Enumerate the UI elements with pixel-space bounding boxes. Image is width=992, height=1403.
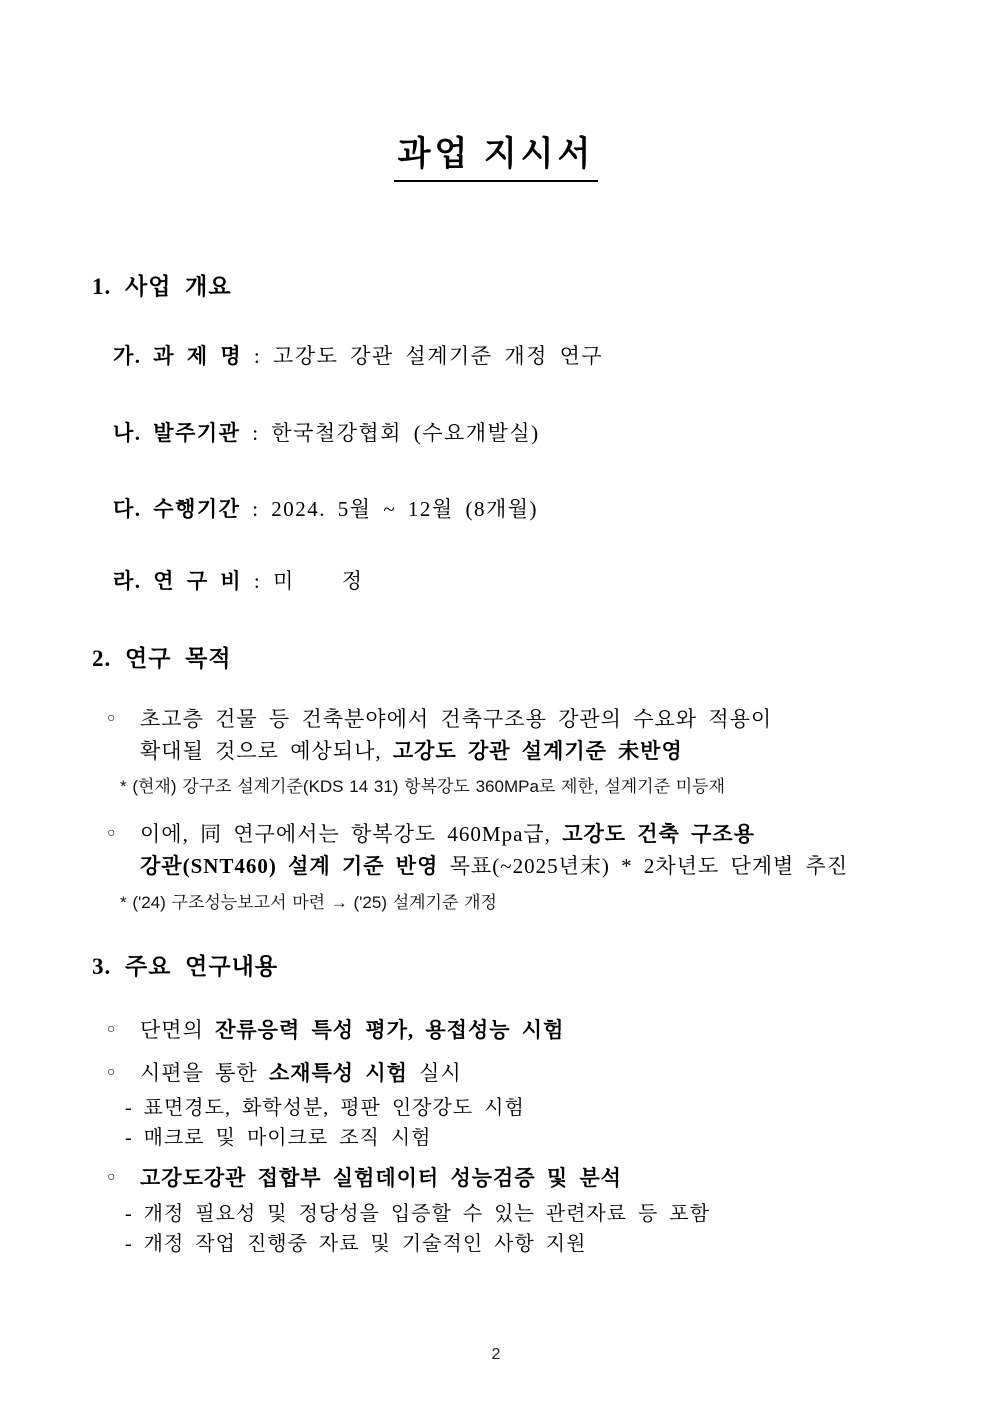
item-budget xyxy=(113,565,364,595)
bullet-line xyxy=(140,1057,462,1089)
item-separator: : xyxy=(240,497,272,521)
item-label: 라. 연 구 비 xyxy=(113,569,243,593)
run-regular: 이에, 同 연구에서는 항복강도 460Mpa급, xyxy=(140,822,563,846)
purpose-bullet-1 xyxy=(107,703,772,767)
contents-bullet-3 xyxy=(107,1162,622,1194)
footnote-yearly-plan: * ('24) 구조성능보고서 마련 → ('25) 설계기준 개정 xyxy=(120,893,497,912)
bullet-line xyxy=(140,735,772,767)
contents-bullet-1 xyxy=(107,1014,564,1046)
bullet-line xyxy=(140,818,848,850)
page-number: 2 xyxy=(491,1346,501,1363)
item-separator: : xyxy=(240,421,272,445)
circle-bullet-icon: ○ xyxy=(107,711,116,726)
purpose-bullet-2 xyxy=(107,818,848,882)
item-label: 나. 발주기관 xyxy=(113,421,241,445)
item-value: 미 정 xyxy=(273,569,364,593)
sub-item: - 매크로 및 마이크로 조직 시험 xyxy=(125,1127,432,1149)
item-value: 고강도 강관 설계기준 개정 연구 xyxy=(273,344,604,368)
item-separator: : xyxy=(242,569,273,593)
run-bold: 강관(SNT460) 설계 기준 반영 xyxy=(140,854,439,878)
item-label: 가. 과 제 명 xyxy=(113,344,243,368)
contents-bullet-2 xyxy=(107,1057,462,1089)
run-bold: 고강도 강관 설계기준 未반영 xyxy=(392,739,683,763)
run-bold: 고강도 건축 구조용 xyxy=(562,822,755,846)
sub-item: - 개정 필요성 및 정당성을 입증할 수 있는 관련자료 등 포함 xyxy=(125,1203,711,1225)
title-wrap xyxy=(0,126,992,182)
section-heading-contents: 3. 주요 연구내용 xyxy=(92,954,279,979)
footnote-current-standard: * (현재) 강구조 설계기준(KDS 14 31) 항복강도 360MPa로 제한, 설계기준 미등재 xyxy=(120,777,726,796)
circle-bullet-icon: ○ xyxy=(107,826,116,841)
sub-item: - 개정 작업 진행중 자료 및 기술적인 사항 지원 xyxy=(125,1233,587,1255)
circle-bullet-icon: ○ xyxy=(107,1022,116,1037)
item-label: 다. 수행기간 xyxy=(113,497,241,521)
item-ordering-agency xyxy=(113,417,540,447)
bullet-line xyxy=(140,850,848,882)
bullet-text xyxy=(140,1162,622,1194)
run-regular: 단면의 xyxy=(140,1018,216,1042)
item-separator: : xyxy=(242,344,273,368)
run-regular: 확대될 것으로 예상되나, xyxy=(140,739,393,763)
bullet-line xyxy=(140,1014,564,1046)
run-bold: 소재특성 시험 xyxy=(268,1061,408,1085)
bullet-text xyxy=(140,1057,462,1089)
circle-bullet-icon: ○ xyxy=(107,1065,116,1080)
bullet-text xyxy=(140,818,848,882)
bullet-line: 초고층 건물 등 건축분야에서 건축구조용 강관의 수요와 적용이 xyxy=(140,707,773,731)
section-heading-purpose: 2. 연구 목적 xyxy=(92,646,232,671)
item-project-name xyxy=(113,340,603,370)
sub-item: - 표면경도, 화학성분, 평판 인장강도 시험 xyxy=(125,1097,525,1119)
item-duration xyxy=(113,493,538,523)
bullet-text xyxy=(140,1014,564,1046)
run-regular: 시편을 통한 xyxy=(140,1061,269,1085)
run-bold: 잔류응력 특성 평가, 용접성능 시험 xyxy=(215,1018,565,1042)
circle-bullet-icon: ○ xyxy=(107,1170,116,1185)
bullet-line xyxy=(140,1162,622,1194)
run-regular: 실시 xyxy=(407,1061,462,1085)
bullet-text xyxy=(140,703,772,767)
item-value: 한국철강협회 (수요개발실) xyxy=(271,421,540,445)
run-bold: 고강도강관 접합부 실험데이터 성능검증 및 분석 xyxy=(140,1166,622,1190)
page-title: 과업 지시서 xyxy=(394,126,599,182)
item-value: 2024. 5월 ~ 12월 (8개월) xyxy=(271,497,539,521)
section-heading-overview: 1. 사업 개요 xyxy=(92,274,232,299)
run-regular: 목표(~2025년末) * 2차년도 단계별 추진 xyxy=(438,854,849,878)
